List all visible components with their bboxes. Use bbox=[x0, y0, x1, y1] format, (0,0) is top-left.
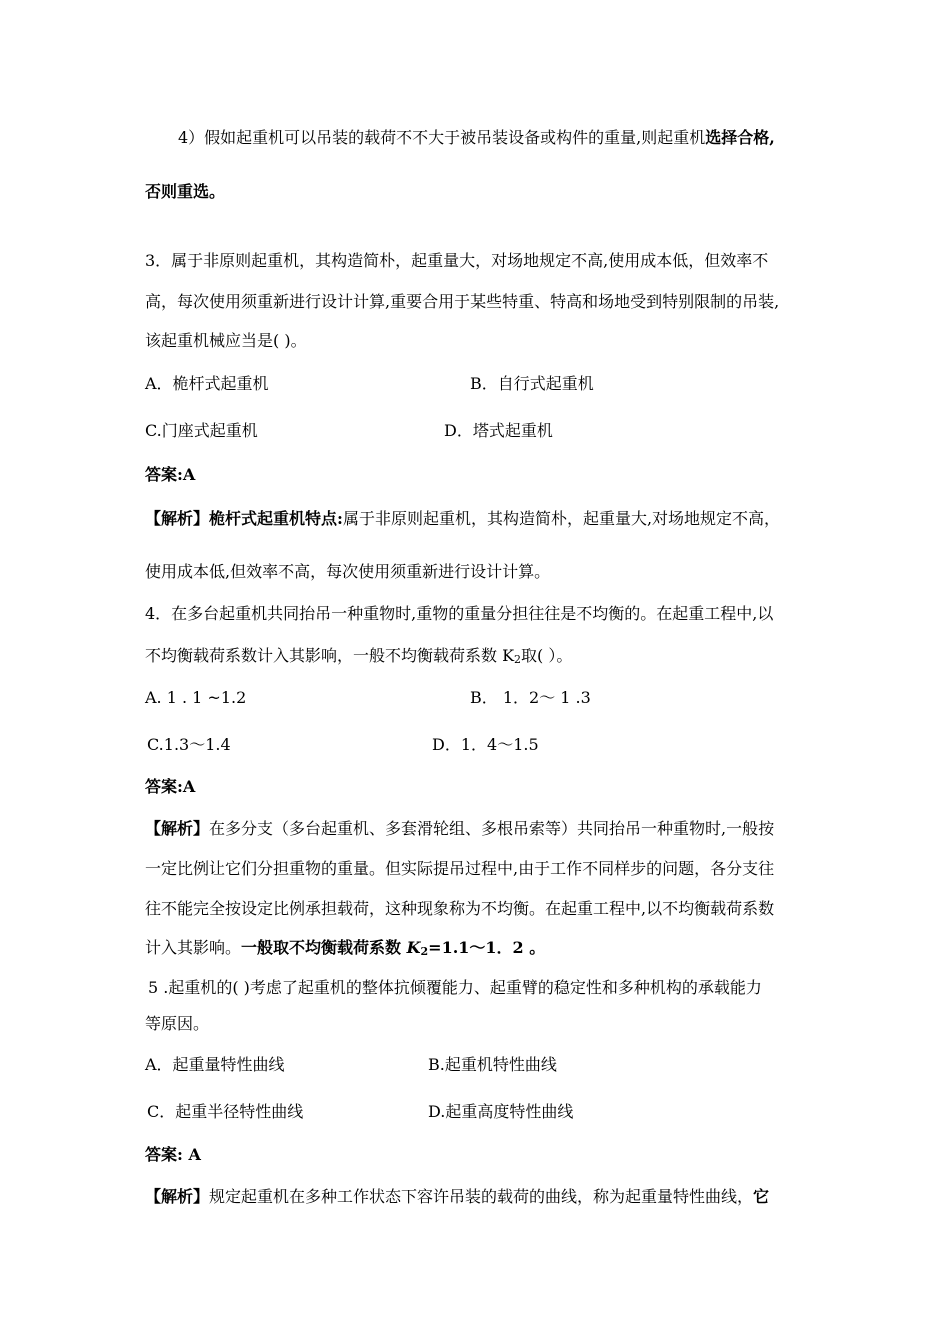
q4-analysis-bold: 一般取不均衡载荷系数 bbox=[241, 938, 407, 957]
q5-analysis-bold-tail: 它 bbox=[753, 1187, 770, 1206]
q4-stem-text: 不均衡载荷系数计入其影响，一般不均衡载荷系数 K bbox=[145, 646, 515, 665]
q4-answer: 答案:A bbox=[145, 777, 196, 796]
q3-option-c: C.门座式起重机 bbox=[145, 421, 258, 440]
q4-analysis-text: 在多分支（多台起重机、多套滑轮组、多根吊索等）共同抬吊一种重物时,一般按 bbox=[209, 819, 775, 838]
q3-analysis-line-2: 使用成本低,但效率不高，每次使用须重新进行设计计算。 bbox=[145, 562, 551, 581]
q3-option-d: D．塔式起重机 bbox=[444, 421, 553, 440]
q5-stem-line-1: 5 .起重机的( )考虑了起重机的整体抗倾覆能力、起重臂的稳定性和多种机构的承载能力 bbox=[148, 978, 762, 997]
q3-option-b: B．自行式起重机 bbox=[470, 374, 594, 393]
q5-answer: 答案: A bbox=[145, 1145, 201, 1164]
q4-analysis-line-1 bbox=[145, 818, 774, 840]
q4-analysis-text-4: 计入其影响。 bbox=[145, 938, 242, 957]
q5-analysis-label: 【解析】 bbox=[145, 1187, 210, 1206]
q5-option-d: D.起重高度特性曲线 bbox=[428, 1102, 574, 1121]
q5-stem-line-2: 等原因。 bbox=[145, 1014, 210, 1033]
step-4-text: 4）假如起重机可以吊装的载荷不不大于被吊装设备或构件的重量,则起重机 bbox=[178, 128, 706, 147]
q3-option-a: A．桅杆式起重机 bbox=[145, 374, 269, 393]
q5-option-c: C．起重半径特性曲线 bbox=[147, 1102, 304, 1121]
q3-analysis-bold: 桅杆式起重机特点: bbox=[209, 509, 343, 528]
q4-stem-line-2 bbox=[145, 645, 572, 667]
q3-analysis-line-1 bbox=[145, 508, 780, 530]
step-4-line-2: 否则重选。 bbox=[145, 182, 226, 201]
q4-analysis-line-4 bbox=[145, 937, 545, 959]
step-4-line bbox=[178, 127, 775, 149]
q4-option-d: D．1．4～1.5 bbox=[432, 735, 539, 754]
q4-option-a: A. 1 . 1 ~1.2 bbox=[145, 688, 247, 707]
q4-analysis-line-3: 往不能完全按设定比例承担载荷，这种现象称为不均衡。在起重工程中,以不均衡载荷系数 bbox=[145, 899, 775, 918]
q5-option-b: B.起重机特性曲线 bbox=[428, 1055, 557, 1074]
q4-option-c: C.1.3～1.4 bbox=[147, 735, 231, 754]
q3-analysis-text: 属于非原则起重机，其构造简朴，起重量大,对场地规定不高， bbox=[342, 509, 781, 528]
q4-stem-line-1: 4．在多台起重机共同抬吊一种重物时,重物的重量分担往往是不均衡的。在起重工程中,以 bbox=[145, 604, 774, 623]
q4-stem-suffix: 取( ）。 bbox=[521, 646, 573, 665]
q3-answer: 答案:A bbox=[145, 465, 196, 484]
q5-analysis-line-1 bbox=[145, 1186, 769, 1208]
q4-analysis-tail: =1.1～1．2 。 bbox=[428, 938, 546, 957]
q4-analysis-k: K bbox=[406, 938, 421, 957]
q3-stem-line-3: 该起重机械应当是( )。 bbox=[145, 331, 307, 350]
q3-stem-line-2: 高，每次使用须重新进行设计计算,重要合用于某些特重、特高和场地受到特别限制的吊装, bbox=[145, 292, 780, 311]
q4-analysis-line-2: 一定比例让它们分担重物的重量。但实际提吊过程中,由于工作不同样步的问题，各分支往 bbox=[145, 859, 775, 878]
q3-stem-line-1: 3．属于非原则起重机，其构造简朴，起重量大，对场地规定不高,使用成本低，但效率不 bbox=[145, 251, 769, 270]
q4-analysis-label: 【解析】 bbox=[145, 819, 210, 838]
q5-analysis-text: 规定起重机在多种工作状态下容许吊装的载荷的曲线，称为起重量特性曲线， bbox=[209, 1187, 754, 1206]
q4-stem-subscript: 2 bbox=[514, 653, 522, 666]
q3-analysis-label: 【解析】 bbox=[145, 509, 210, 528]
q5-option-a: A．起重量特性曲线 bbox=[145, 1055, 285, 1074]
step-4-bold: 选择合格, bbox=[705, 128, 775, 147]
q4-analysis-subscript: 2 bbox=[420, 945, 429, 958]
q4-option-b: B． 1．2～ 1 .3 bbox=[470, 688, 591, 707]
